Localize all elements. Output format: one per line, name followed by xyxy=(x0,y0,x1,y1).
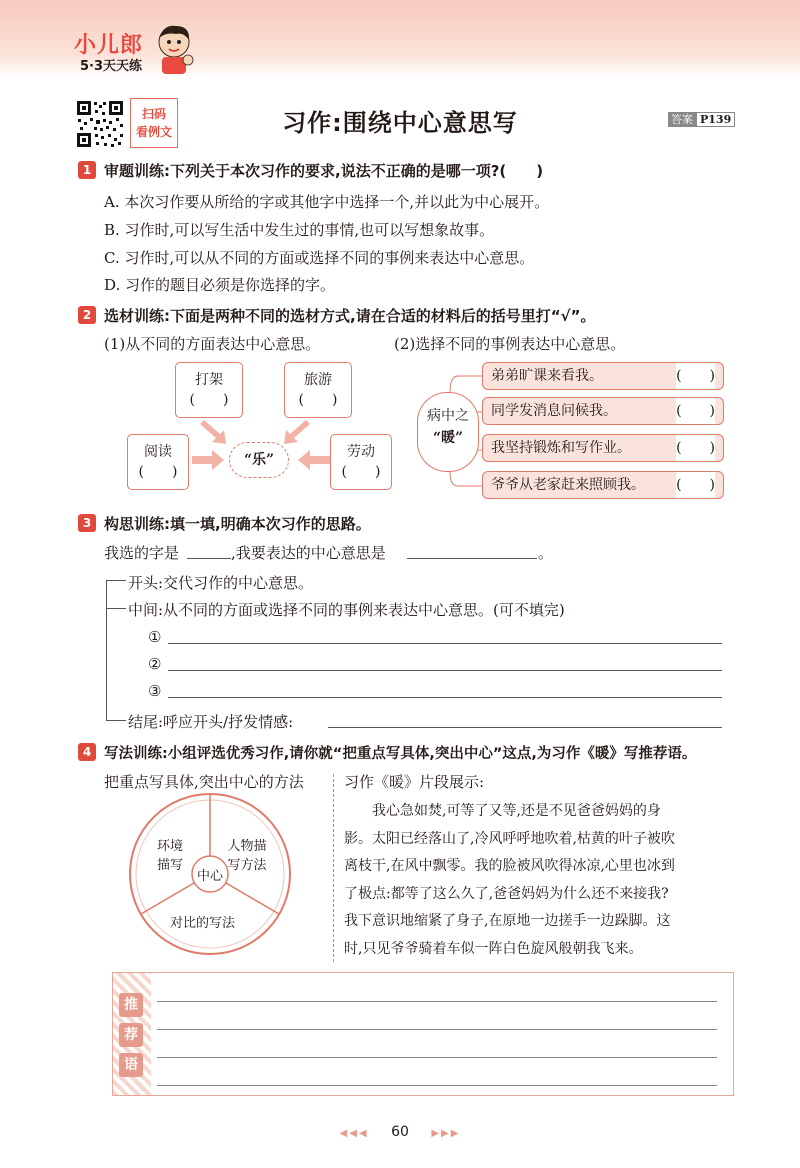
passage-line: 了极点:都等了这么久了,爸爸妈妈为什么还不来接我? xyxy=(344,885,669,902)
sector-contrast: 对比的写法 xyxy=(170,916,236,931)
central-idea-blank[interactable] xyxy=(407,558,537,559)
outline-branch xyxy=(106,608,126,609)
passage-line: 离枝干,在风中飘零。我的脸被风吹得冰凉,心里也冰到 xyxy=(344,858,675,874)
answer-paren[interactable]: ( ) xyxy=(676,363,715,389)
answer-reference xyxy=(668,111,735,127)
brand-logo: 小儿郎 xyxy=(74,33,144,58)
answer-tag: 答案 xyxy=(668,112,696,127)
option-d: D. 习作的题目必须是你选择的字。 xyxy=(104,276,336,294)
answer-paren[interactable]: ( ) xyxy=(341,464,381,480)
answer-paren[interactable]: ( ) xyxy=(676,398,715,424)
outline-middle: 中间:从不同的方面或选择不同的事例来表达中心意思。(可不填完) xyxy=(128,601,565,619)
passage xyxy=(344,798,744,963)
middle-item-line[interactable] xyxy=(168,670,722,671)
bubble-line2: “暖” xyxy=(432,430,464,446)
question-number: 2 xyxy=(78,306,96,324)
material-label: 阅读 xyxy=(144,444,172,460)
bubble-sick-warm xyxy=(417,392,479,472)
writing-line[interactable] xyxy=(157,1001,717,1002)
answer-paren[interactable]: ( ) xyxy=(189,392,229,408)
example-item xyxy=(482,397,724,425)
ending-line[interactable] xyxy=(328,727,722,728)
question-1-prompt: 审题训练:下列关于本次习作的要求,说法不正确的是哪一项?( ) xyxy=(104,162,544,180)
note-label: 语 xyxy=(119,1053,143,1077)
sector-environment xyxy=(152,835,188,873)
q2-left-heading: (1)从不同的方面表达中心意思。 xyxy=(104,335,321,353)
item-marker: ③ xyxy=(148,682,162,700)
right-arrows-icon: ▶▶▶ xyxy=(431,1128,461,1139)
option-a: A. 本次习作要从所给的字或其他字中选择一个,并以此为中心展开。 xyxy=(104,193,550,211)
material-label: 劳动 xyxy=(347,444,375,460)
passage-line: 时,只见爷爷骑着车似一阵白色旋风般朝我飞来。 xyxy=(344,940,643,957)
page-title: 习作:围绕中心意思写 xyxy=(282,109,518,137)
chosen-word-blank[interactable] xyxy=(187,558,231,559)
scan-label-line2: 看例文 xyxy=(135,125,172,139)
page-number: 60 xyxy=(391,1124,409,1140)
sector-text: 环境 xyxy=(156,839,183,854)
example-text: 爷爷从老家赶来照顾我。 xyxy=(491,477,645,493)
brand-subtitle: 5·3天天练 xyxy=(80,59,143,74)
left-arrows-icon: ◀◀◀ xyxy=(339,1128,369,1139)
middle-item-line[interactable] xyxy=(168,697,722,698)
answer-paren[interactable]: ( ) xyxy=(676,472,715,498)
outline-opening: 开头:交代习作的中心意思。 xyxy=(128,574,314,592)
q4-left-heading: 把重点写具体,突出中心的方法 xyxy=(104,773,304,791)
q3-chosen-word-label: 我选的字是 xyxy=(104,544,180,562)
question-2-prompt: 选材训练:下面是两种不同的选材方式,请在合适的材料后的括号里打“√”。 xyxy=(104,307,596,325)
example-item xyxy=(482,471,724,499)
center-word-joy: “乐” xyxy=(229,442,289,478)
outline-trunk xyxy=(106,580,107,720)
passage-line: 我心急如焚,可等了又等,还是不见爸爸妈妈的身 xyxy=(372,803,661,819)
example-text: 弟弟旷课来看我。 xyxy=(491,368,603,384)
page-footer xyxy=(0,1124,800,1140)
middle-item-line[interactable] xyxy=(168,643,722,644)
q2-right-heading: (2)选择不同的事例表达中心意思。 xyxy=(394,335,626,353)
sector-text: 写方法 xyxy=(227,858,267,873)
sector-text: 人物描 xyxy=(227,839,267,854)
option-c: C. 习作时,可以从不同的方面或选择不同的事例来表达中心意思。 xyxy=(104,249,535,267)
writing-line[interactable] xyxy=(157,1029,717,1030)
example-text: 我坚持锻炼和写作业。 xyxy=(491,440,631,456)
outline-branch xyxy=(106,580,126,581)
passage-line: 影。太阳已经落山了,冷风呼呼地吹着,枯黄的叶子被吹 xyxy=(344,830,675,847)
note-label: 荐 xyxy=(119,1023,143,1047)
q4-right-heading: 习作《暖》片段展示: xyxy=(344,773,485,791)
writing-line[interactable] xyxy=(157,1085,717,1086)
outline-ending: 结尾:呼应开头/抒发情感: xyxy=(128,713,294,731)
sector-character xyxy=(222,835,272,873)
item-marker: ① xyxy=(148,628,162,646)
question-number: 1 xyxy=(78,161,96,179)
material-label: 旅游 xyxy=(304,372,332,388)
material-box-reading xyxy=(127,434,189,490)
answer-paren[interactable]: ( ) xyxy=(298,392,338,408)
answer-page: P139 xyxy=(696,112,735,127)
q3-period: 。 xyxy=(538,544,554,562)
example-item xyxy=(482,434,724,462)
option-b: B. 习作时,可以写生活中发生过的事情,也可以写想象故事。 xyxy=(104,221,495,239)
question-number: 4 xyxy=(78,743,96,761)
outline-branch xyxy=(106,720,126,721)
example-text: 同学发消息问候我。 xyxy=(491,403,617,419)
item-marker: ② xyxy=(148,655,162,673)
mascot-icon xyxy=(150,20,198,76)
sector-text: 描写 xyxy=(156,858,183,873)
recommendation-box xyxy=(112,972,734,1096)
arrows-icon xyxy=(190,410,340,480)
writing-line[interactable] xyxy=(157,1057,717,1058)
example-item xyxy=(482,362,724,390)
wheel-center: 中心 xyxy=(196,869,223,884)
scan-label-line1: 扫码 xyxy=(141,107,166,121)
material-label: 打架 xyxy=(195,372,223,388)
bubble-line1: 病中之 xyxy=(427,408,469,424)
note-label: 推 xyxy=(119,993,143,1017)
q3-central-idea-label: ,我要表达的中心意思是 xyxy=(231,544,386,562)
column-divider xyxy=(333,774,334,962)
question-3-prompt: 构思训练:填一填,明确本次习作的思路。 xyxy=(104,515,371,533)
question-4-prompt: 写法训练:小组评选优秀习作,请你就“把重点写具体,突出中心”这点,为习作《暖》写推荐语。 xyxy=(104,746,697,762)
answer-paren[interactable]: ( ) xyxy=(138,464,178,480)
answer-paren[interactable]: ( ) xyxy=(676,435,715,461)
passage-line: 我下意识地缩紧了身子,在原地一边搓手一边跺脚。这 xyxy=(344,913,671,929)
question-number: 3 xyxy=(78,514,96,532)
